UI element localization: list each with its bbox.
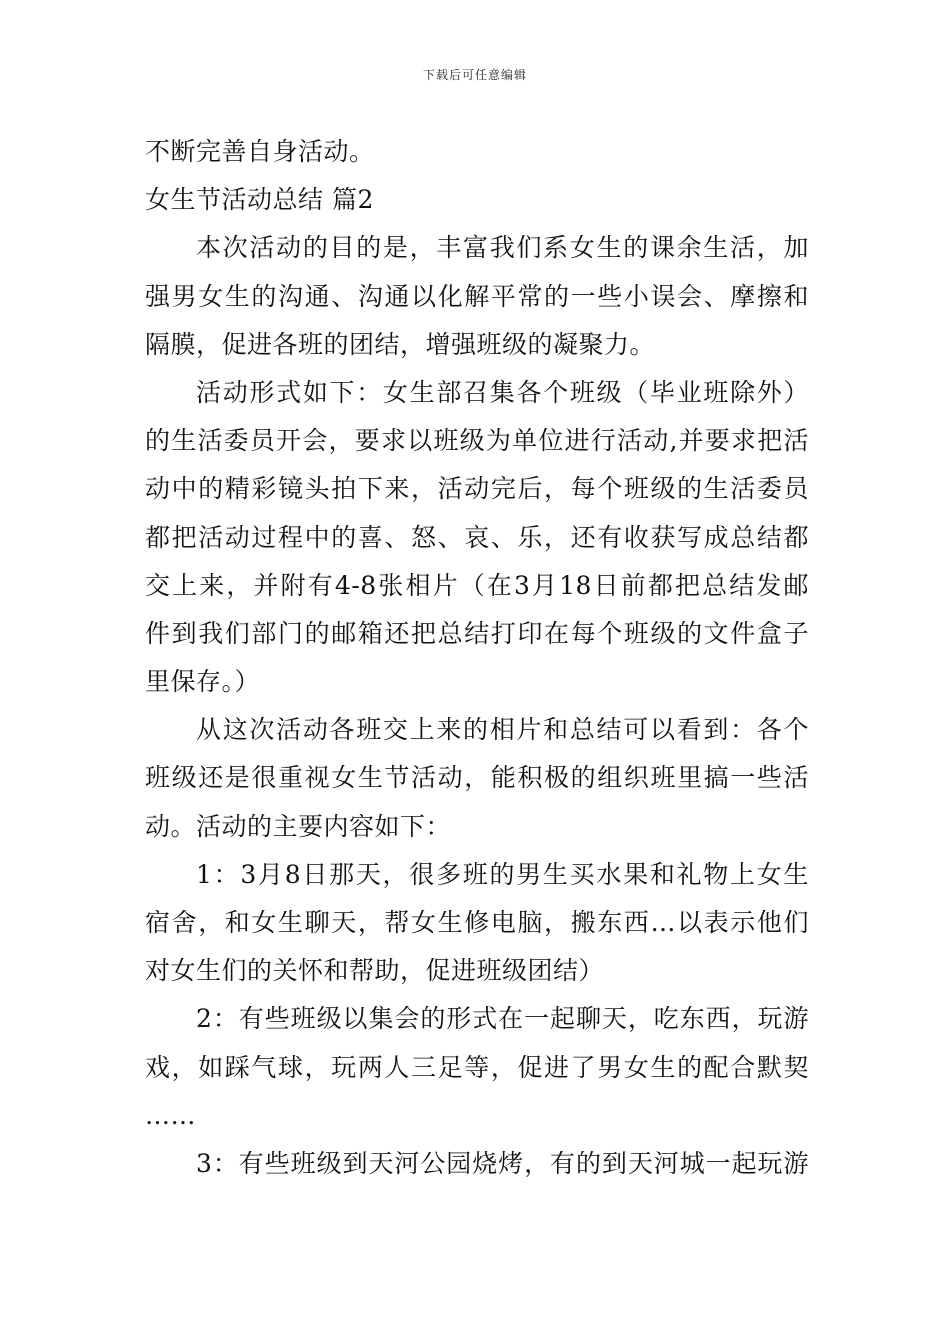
paragraph-line: 活动形式如下：女生部召集各个班级（毕业班除外） bbox=[196, 377, 809, 407]
paragraph-line: 戏，如踩气球，玩两人三足等，促进了男女生的配合默契 bbox=[145, 1052, 809, 1082]
paragraph-line: 1：3月8日那天，很多班的男生买水果和礼物上女生 bbox=[196, 859, 809, 889]
section-heading: 女生节活动总结 篇2 bbox=[145, 185, 374, 215]
paragraph-line: 强男女生的沟通、沟通以化解平常的一些小误会、摩擦和 bbox=[145, 281, 809, 311]
paragraph-line: 都把活动过程中的喜、怒、哀、乐，还有收获写成总结都 bbox=[145, 522, 809, 552]
paragraph-line: 3：有些班级到天河公园烧烤，有的到天河城一起玩游 bbox=[196, 1148, 809, 1178]
paragraph-line: 2：有些班级以集会的形式在一起聊天，吃东西，玩游 bbox=[196, 1004, 809, 1034]
paragraph-line: 件到我们部门的邮箱还把总结打印在每个班级的文件盒子 bbox=[145, 618, 809, 648]
paragraph-line: 本次活动的目的是，丰富我们系女生的课余生活，加 bbox=[196, 233, 809, 263]
text-line: 不断完善自身活动。 bbox=[145, 137, 375, 166]
paragraph-line: 动中的精彩镜头拍下来，活动完后，每个班级的生活委员 bbox=[145, 474, 809, 504]
paragraph-line: …… bbox=[145, 1100, 196, 1130]
paragraph-line: 里保存。） bbox=[145, 667, 261, 697]
paragraph-line: 的生活委员开会，要求以班级为单位进行活动,并要求把活 bbox=[145, 426, 809, 456]
paragraph-line: 隔膜，促进各班的团结，增强班级的凝聚力。 bbox=[145, 329, 656, 359]
paragraph-line: 宿舍，和女生聊天，帮女生修电脑，搬东西…以表示他们 bbox=[145, 908, 809, 937]
paragraph-line: 从这次活动各班交上来的相片和总结可以看到：各个 bbox=[196, 715, 809, 745]
paragraph-line: 班级还是很重视女生节活动，能积极的组织班里搞一些活 bbox=[145, 763, 809, 793]
page-header: 下载后可任意编辑 bbox=[422, 68, 527, 82]
paragraph-line: 动。活动的主要内容如下： bbox=[145, 811, 452, 841]
document-body bbox=[145, 128, 809, 1188]
paragraph-line: 对女生们的关怀和帮助，促进班级团结） bbox=[145, 956, 605, 986]
paragraph-line: 交上来，并附有4-8张相片（在3月18日前都把总结发邮 bbox=[145, 570, 809, 600]
